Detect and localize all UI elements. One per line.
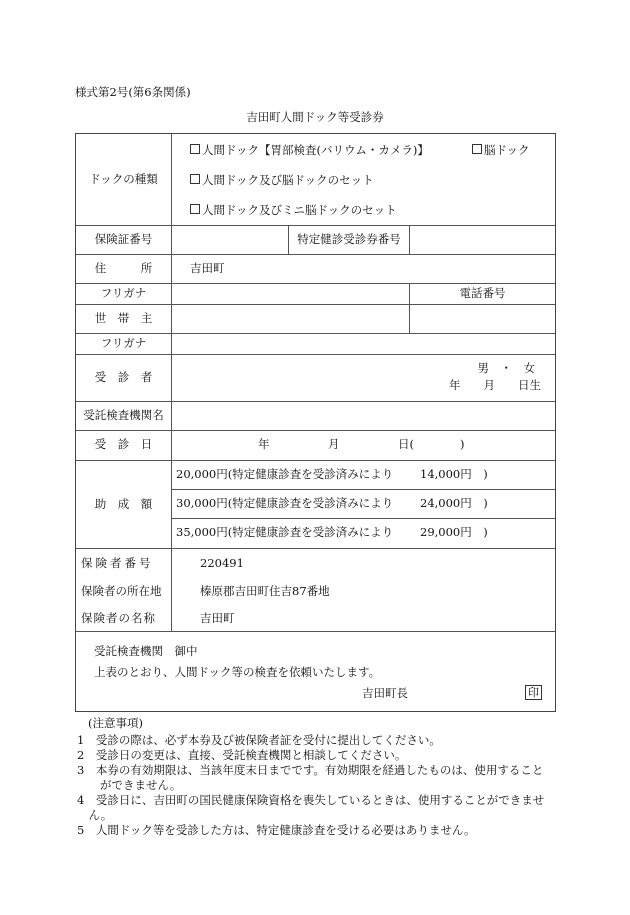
checkbox-icon xyxy=(190,204,200,214)
note-1: 1 受診の際は、必ず本券及び被保険者証を受付に提出してください。 xyxy=(77,733,441,747)
exam-date-month: 月 xyxy=(328,437,340,451)
notes-title: (注意事項) xyxy=(88,716,143,730)
insurer-name-label: 保険者の名称 xyxy=(81,611,156,625)
signer: 吉田町長 xyxy=(362,686,408,700)
furigana-label-2: フリガナ xyxy=(100,336,147,350)
subsidy-row-3: 35,000円(特定健康診査を受診済みにより xyxy=(176,525,394,539)
birth-date: 年 月 日生 xyxy=(449,378,541,392)
checkbox-icon xyxy=(190,174,200,184)
note-4-cont: ん。 xyxy=(77,808,113,822)
subsidy-amount-3: 29,000円 ) xyxy=(420,525,488,539)
furigana-label: フリガナ xyxy=(100,286,147,300)
exam-date-close: ) xyxy=(460,437,465,451)
insurer-location-label: 保険者の所在地 xyxy=(81,584,162,598)
examinee-label: 受 診 者 xyxy=(94,370,153,384)
dock-type-label: ドックの種類 xyxy=(89,172,158,186)
form-number: 様式第2号(第6条関係) xyxy=(75,85,191,99)
exam-date-day: 日( xyxy=(398,437,414,451)
checkbox-icon xyxy=(190,144,200,154)
document-title: 吉田町人間ドック等受診券 xyxy=(246,110,384,124)
householder-label: 世 帯 主 xyxy=(94,311,153,325)
subsidy-label: 助 成 額 xyxy=(94,497,153,511)
tokutei-kenshin-label: 特定健診受診券番号 xyxy=(297,232,401,246)
note-4: 4 受診日に、吉田町の国民健康保険資格を喪失しているときは、使用することができませ xyxy=(77,793,545,807)
seal-icon: 印 xyxy=(525,685,542,700)
exam-date-label: 受 診 日 xyxy=(94,437,153,451)
address-value: 吉田町 xyxy=(190,261,225,275)
note-5: 5 人間ドック等を受診した方は、特定健康診査を受ける必要はありません。 xyxy=(77,823,476,837)
gender-choice: 男 ・ 女 xyxy=(477,361,535,375)
insurer-location-value: 榛原郡吉田町住吉87番地 xyxy=(200,584,330,598)
subsidy-row-2: 30,000円(特定健康診査を受診済みにより xyxy=(176,496,394,510)
option-nou-dock[interactable]: 脳ドック xyxy=(472,144,530,157)
subsidy-amount-2: 24,000円 ) xyxy=(420,496,488,510)
insurer-name-value: 吉田町 xyxy=(200,611,235,625)
request-message: 上表のとおり、人間ドック等の検査を依頼いたします。 xyxy=(94,665,381,679)
subsidy-amount-1: 14,000円 ) xyxy=(420,467,488,481)
insurer-number-value: 220491 xyxy=(200,556,244,570)
insurance-card-no-label: 保険証番号 xyxy=(94,232,153,246)
note-3: 3 本券の有効期限は、当該年度末日までです。有効期限を経過したものは、使用すること xyxy=(77,763,544,777)
voucher-table xyxy=(75,133,556,712)
institution-label: 受託検査機関名 xyxy=(83,408,164,422)
option-set-mini-nou[interactable]: 人間ドック及びミニ脳ドックのセット xyxy=(190,204,397,217)
note-3-cont: ができません。 xyxy=(77,778,182,792)
exam-date-year: 年 xyxy=(258,437,270,451)
address-label: 住 所 xyxy=(94,261,153,275)
option-ningen-dock[interactable]: 人間ドック【胃部検査(バリウム・カメラ)】 xyxy=(190,144,429,157)
phone-label: 電話番号 xyxy=(459,286,506,300)
checkbox-icon xyxy=(472,144,482,154)
insurer-number-label: 保険者番号 xyxy=(81,556,154,570)
note-2: 2 受診日の変更は、直接、受託検査機関と相談してください。 xyxy=(77,748,407,762)
option-set-nou[interactable]: 人間ドック及び脳ドックのセット xyxy=(190,174,374,187)
seal-stamp xyxy=(525,685,542,700)
request-addressee: 受託検査機関 御中 xyxy=(94,644,198,658)
subsidy-row-1: 20,000円(特定健康診査を受診済みにより xyxy=(176,467,394,481)
